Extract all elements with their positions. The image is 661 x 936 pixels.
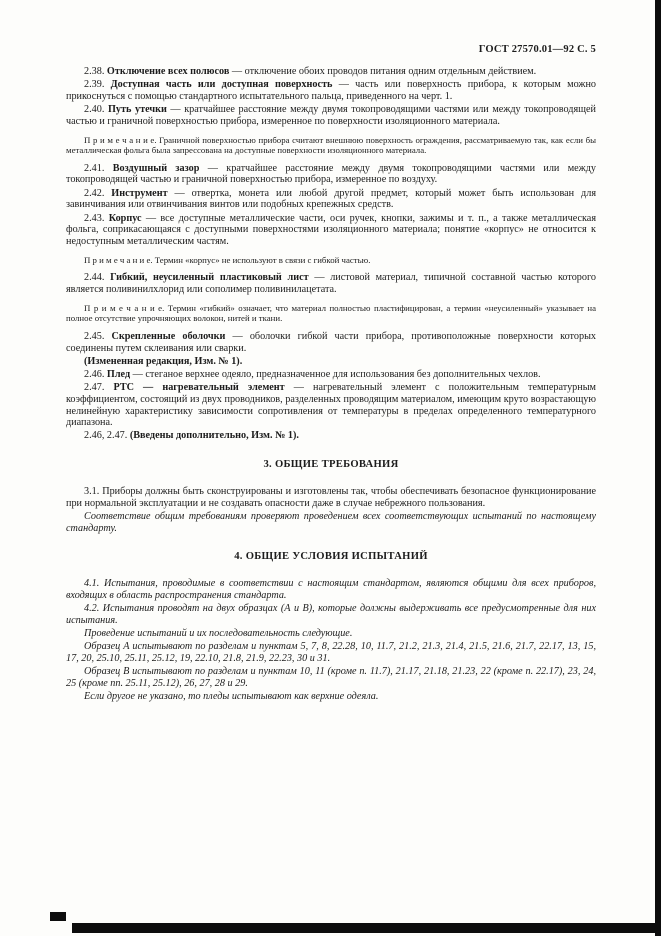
document-body — [66, 66, 596, 704]
text-run: 2.47. — [84, 382, 114, 394]
text-run: 2.46, 2.47. — [84, 430, 130, 442]
text-run: — кратчайшее расстояние между двумя токопроводящими частями или между токопроводящей частью и граничной поверхностью прибора, измеренное по поверхности изоляционного материала. — [66, 104, 596, 127]
text-run: 2.44. — [84, 272, 111, 284]
note-paragraph — [66, 303, 596, 324]
text-run: (Введены дополнительно, Изм. № 1). — [129, 430, 299, 442]
text-run: 2.40. — [84, 104, 108, 116]
text-run: П р и м е ч а н и е. Термин «гибкий» означает, что материал полностью пластифицирован, а термин «неусиленный» указывает на полное отсутствие упрочняющих волокон, нитей и ткани. — [66, 302, 596, 324]
text-run: Путь утечки — [107, 104, 167, 116]
body-paragraph — [66, 382, 596, 429]
text-run: — все доступные металлические части, оси ручек, кнопки, зажимы и т. п., а также металлическая фольга, соприкасающаяся с доступными поверхностями изоляционного материала; понятие «корпус» не относится к недоступным металлическим частям. — [66, 212, 597, 247]
text-run: — отвертка, монета или любой другой предмет, который может быть использован для завинчивания или отвинчивания винтов или подобных крепежных средств. — [66, 187, 597, 211]
body-paragraph — [66, 104, 596, 127]
body-paragraph — [66, 356, 596, 368]
body-paragraph — [66, 163, 596, 186]
text-run: 2.45. — [84, 330, 112, 342]
text-run: Если другое не указано, то пледы испытывают как верхние одеяла. — [84, 691, 379, 703]
scan-edge-bottom — [72, 923, 661, 933]
text-run: 2.41. — [84, 162, 113, 174]
text-run: Образец А испытывают по разделам и пунктам 5, 7, 8, 22.28, 10, 11.7, 21.2, 21.3, 21.4, 21.5, 21.6, 21.7, 22.17, 13, 15, 17, 20, 25.10, 25.11, 25.12, 19, 22.10, 21.8, 21.9, 22.23, 30 и 31. — [66, 641, 596, 665]
section-heading — [66, 551, 596, 563]
text-run: Инструмент — [111, 187, 168, 199]
text-run: 3. ОБЩИЕ ТРЕБОВАНИЯ — [263, 459, 399, 471]
text-run: Отключение всех полюсов — [106, 66, 230, 77]
body-paragraph — [66, 272, 596, 295]
text-run: — оболочки гибкой части прибора, противоположные поверхности которых соединены путем склеивания или сварки. — [66, 330, 597, 354]
scan-mark-bottom-left — [50, 912, 66, 921]
text-run: Соответствие общим требованиям проверяют проведением всех соответствующих испытаний по настоящему стандарту. — [66, 511, 596, 534]
text-run: Проведение испытаний и их последовательность следующие. — [84, 628, 353, 640]
text-run: Скрепленные оболочки — [111, 330, 226, 342]
text-run: 4.1. Испытания, проводимые в соответствии с настоящим стандартом, являются общими для всех приборов, входящих в область распространения стандарта. — [66, 578, 596, 602]
text-run: 4.2. Испытания проводят на двух образцах (А и В), которые должны выдерживать все предусмотренные для них испытания. — [66, 603, 596, 627]
text-run: — отключение обоих проводов питания одним отдельным действием. — [229, 66, 537, 77]
text-run: 2.46. — [84, 368, 107, 380]
body-paragraph — [66, 578, 596, 601]
text-run: — листовой материал, типичной составной частью которого является поливинилхлорид или сополимер поливинилацетата. — [66, 272, 597, 295]
body-paragraph — [66, 628, 596, 640]
text-run: — нагревательный элемент с положительным температурным коэффициентом, состоящий из двух проводников, разделенных проводящим материалом, имеющим круто возрастающую нелинейную характеристику зависимости сопротивления от температуры в пределах определенного температурного диапазона. — [66, 382, 596, 429]
page-header: ГОСТ 27570.01—92 С. 5 — [478, 44, 596, 55]
section-heading — [66, 459, 596, 471]
body-paragraph — [66, 213, 596, 248]
body-paragraph — [66, 511, 596, 534]
text-run: 3.1. Приборы должны быть сконструированы и изготовлены так, чтобы обеспечивать безопасное функционирование при нормальной эксплуатации и не создавать опасности даже в случае небрежного пользования. — [66, 486, 596, 509]
text-run: — стеганое верхнее одеяло, предназначенное для использования без дополнительных чехлов. — [130, 368, 541, 380]
text-run: — часть или поверхность прибора, к которым можно прикоснуться с помощью стандартного испытательного пальца, приведенного на черт. 1. — [66, 79, 597, 102]
note-paragraph — [66, 255, 596, 266]
body-paragraph — [66, 641, 596, 664]
body-paragraph — [66, 691, 596, 703]
body-paragraph — [66, 79, 596, 102]
text-run: Воздушный зазор — [112, 162, 200, 174]
text-run: Гибкий, неусиленный пластиковый лист — [110, 272, 309, 284]
text-run: П р и м е ч а н и е. Термин «корпус» не используют в связи с гибкой частью. — [84, 254, 371, 265]
body-paragraph — [66, 603, 596, 626]
text-run: — кратчайшее расстояние между двумя токопроводящими частями или между токопроводящей частью и граничной поверхностью прибора, измеренное по воздуху. — [66, 162, 596, 186]
body-paragraph — [66, 430, 596, 442]
text-run: Доступная часть или доступная поверхность — [110, 79, 333, 91]
body-paragraph — [66, 666, 596, 689]
text-run: Корпус — [108, 212, 142, 224]
body-paragraph — [66, 331, 596, 354]
text-run: 4. ОБЩИЕ УСЛОВИЯ ИСПЫТАНИЙ — [234, 551, 428, 563]
text-run: 2.38. — [84, 66, 107, 77]
text-run: РТС — нагревательный элемент — [113, 382, 285, 394]
text-run: Образец В испытывают по разделам и пунктам 10, 11 (кроме п. 11.7), 21.17, 21.18, 21.23, 22 (кроме п. 22.17), 23, 24, 25 (кроме пп. 25.11, 25.12), 26, 27, 28 и 29. — [66, 666, 596, 690]
text-run: 2.39. — [84, 79, 111, 91]
body-paragraph — [66, 369, 596, 381]
body-paragraph — [66, 66, 596, 78]
text-run: П р и м е ч а н и е. Граничной поверхностью прибора считают внешнюю поверхность ограждения, рассматриваемую так, как если бы металлическая фольга была запрессована на доступные поверхности изоляционного материала. — [66, 134, 596, 156]
body-paragraph — [66, 486, 596, 509]
text-run: 2.42. — [84, 187, 112, 199]
text-run: (Измененная редакция, Изм. № 1). — [84, 355, 243, 367]
text-run: Плед — [106, 368, 131, 380]
text-run: 2.43. — [84, 212, 109, 224]
body-paragraph — [66, 188, 596, 211]
scan-edge-right — [655, 0, 661, 936]
note-paragraph — [66, 135, 596, 156]
